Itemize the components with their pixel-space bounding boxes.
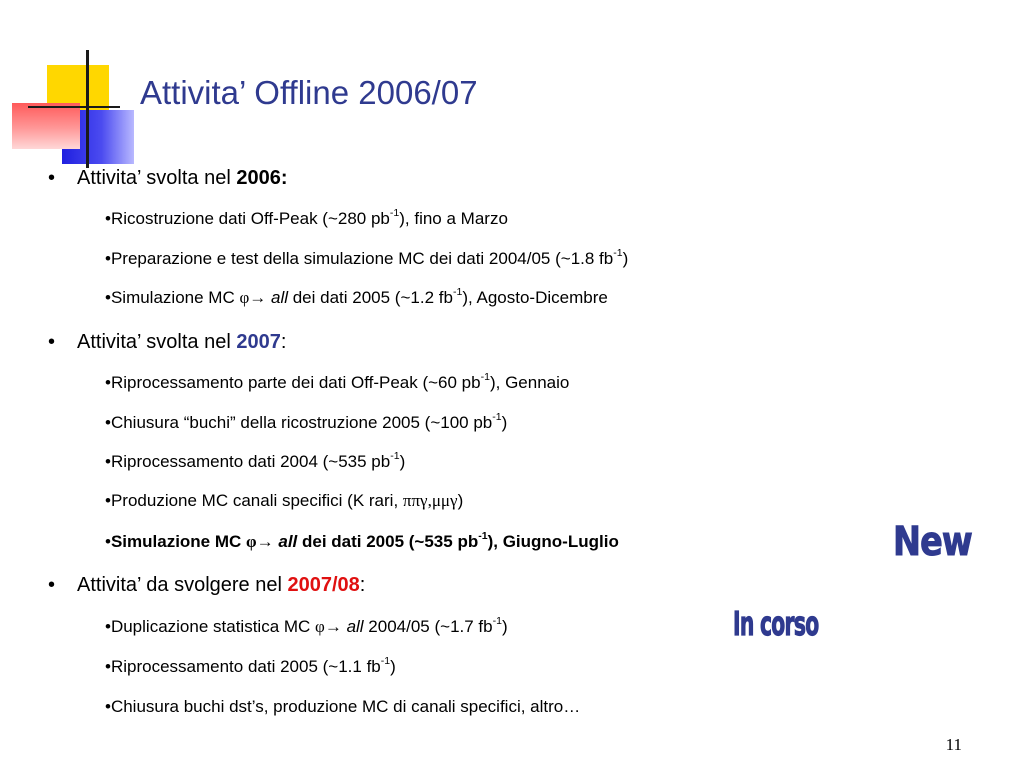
vertical-line [86, 50, 89, 168]
phi-arrow-symbol: φ→ [315, 617, 342, 636]
list-item: •Chiusura buchi dst’s, produzione MC di canali specifici, altro… [105, 697, 581, 716]
phi-arrow-symbol: φ→ [246, 532, 274, 551]
new-badge: New [893, 518, 972, 565]
list-item: •Ricostruzione dati Off-Peak (~280 $pb^{-1}$), fino a Marzo [105, 207, 508, 228]
year-2007: 2007 [236, 331, 281, 353]
list-item: •Riprocessamento dati 2005 (~1.1 $fb^{-1}$) [105, 655, 396, 676]
red-square [12, 103, 80, 149]
year-2006: 2006: [236, 167, 288, 189]
section-2007-08-heading: • Attivita’ da svolgere nel 2007/08: [48, 574, 366, 596]
list-item: •Produzione MC canali specifici (K rari, ππγ,μμγ) [105, 491, 464, 510]
horizontal-line [28, 106, 120, 108]
list-item-highlighted: •Simulazione MC φ→ all dei dati 2005 (~535 $pb^{-1}$), Giugno-Luglio [105, 530, 619, 551]
greek-channels: ππγ,μμγ [402, 491, 458, 510]
list-item: •Simulazione MC φ→ all dei dati 2005 (~1.2 $fb^{-1}$), Agosto-Dicembre [105, 286, 608, 307]
in-corso-badge: In corso [733, 604, 819, 644]
list-item: •Duplicazione statistica MC φ→ all 2004/05 (~1.7 $fb^{-1}$) [105, 615, 508, 636]
list-item: •Riprocessamento parte dei dati Off-Peak (~60 $pb^{-1}$), Gennaio [105, 371, 570, 392]
phi-arrow-symbol: φ→ [239, 288, 267, 307]
slide-title: Attivita’ Offline 2006/07 [140, 74, 478, 111]
section-2007-heading: • Attivita’ svolta nel 2007: [48, 331, 287, 353]
page-number: 11 [945, 735, 962, 754]
list-item: •Chiusura “buchi” della ricostruzione 2005 (~100 $pb^{-1}$) [105, 411, 508, 432]
list-item: •Preparazione e test della simulazione MC dei dati 2004/05 (~1.8 $fb^{-1}$) [105, 247, 629, 268]
list-item: •Riprocessamento dati 2004 (~535 $pb^{-1}$) [105, 450, 406, 471]
slide-logo-decoration [0, 0, 140, 175]
section-2006-heading: • Attivita’ svolta nel 2006: [48, 167, 288, 189]
year-2007-08: 2007/08 [287, 574, 360, 596]
